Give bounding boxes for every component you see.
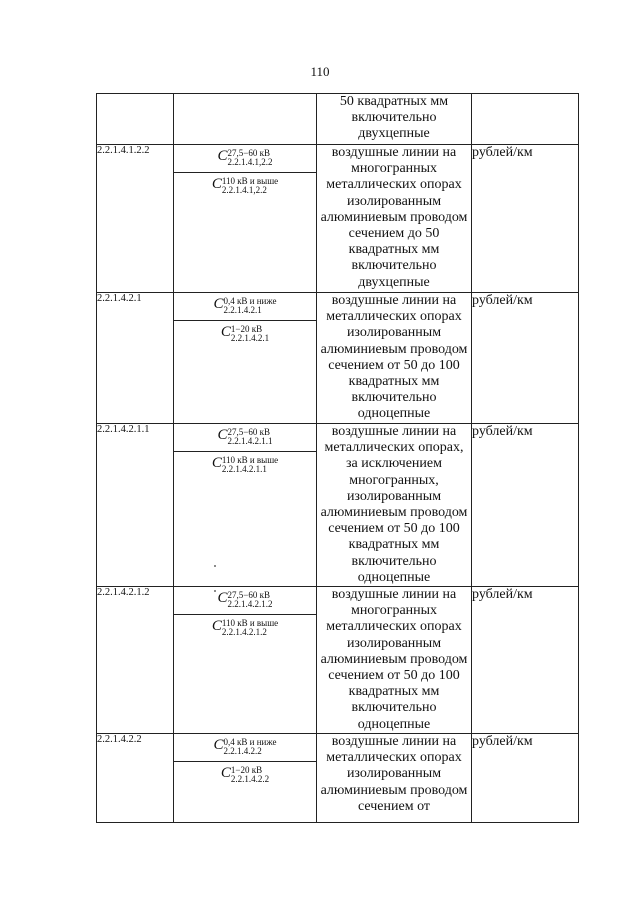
formula-subscript: 2.2.1.4.1,2.2 (221, 185, 267, 195)
formula-superscript: 110 кВ и выше (221, 455, 279, 465)
formula-symbol: C (220, 324, 231, 340)
formula-superscript: 0,4 кВ и ниже (223, 737, 277, 748)
formula-column (174, 293, 317, 424)
rates-table (96, 93, 579, 823)
page-number: 110 (310, 64, 330, 79)
formula-column (174, 94, 317, 145)
row-description: воздушные линии на многогранных металлических опорах изолированным алюминиевым проводом сечением до 50 квадратных мм включительно двухцепные (317, 145, 472, 293)
formula-indices (222, 619, 278, 637)
formula-symbol: C (211, 455, 222, 471)
formula (174, 587, 316, 614)
formula-symbol: C (217, 590, 228, 607)
formula-column (174, 424, 317, 587)
formula-cell (174, 424, 316, 452)
formula-cell (174, 615, 316, 642)
formula-column (174, 734, 317, 823)
row-unit: рублей/км (472, 734, 579, 823)
table-row (97, 94, 579, 145)
formula (174, 734, 316, 761)
formula-superscript: 0,4 кВ и ниже (223, 296, 277, 306)
formula (174, 615, 316, 642)
formula-indices (228, 591, 273, 609)
table-row (97, 293, 579, 424)
row-description: воздушные линии на многогранных металлических опорах изолированным алюминиевым проводом сечением от 50 до 100 квадратных мм включительно одноцепные (317, 587, 472, 734)
row-unit: рублей/км (472, 145, 579, 293)
row-description: воздушные линии на металлических опорах изолированным алюминиевым проводом сечением от 50 до 100 квадратных мм включительно одноцепные (317, 293, 472, 424)
formula-cell (174, 321, 316, 348)
formula-cell (174, 734, 316, 762)
formula-subscript: 2.2.1.4.2.1 (223, 305, 262, 315)
formula-indices (231, 766, 269, 784)
row-unit (472, 94, 579, 145)
row-code: 2.2.1.4.2.1 (97, 293, 174, 424)
formula-indices (228, 149, 273, 167)
formula-indices (222, 177, 278, 195)
formula (174, 762, 316, 789)
formula-indices (228, 428, 273, 446)
formula-symbol: C (211, 176, 222, 192)
row-unit: рублей/км (472, 587, 579, 734)
formula-indices (224, 738, 277, 756)
row-description: воздушные линии на металлических опорах, за исключением многогранных, изолированным алюминиевым проводом сечением от 50 до 100 квадратных мм включительно одноцепные (317, 424, 472, 587)
scan-speck (214, 565, 216, 567)
formula-symbol: C (220, 765, 231, 782)
row-code: 2.2.1.4.2.2 (97, 734, 174, 823)
formula (174, 452, 316, 479)
formula (174, 173, 316, 200)
formula-superscript: 1−20 кВ (230, 765, 263, 776)
formula-symbol: C (213, 296, 224, 312)
formula-cell (174, 762, 316, 789)
row-unit: рублей/км (472, 424, 579, 587)
formula-subscript: 2.2.1.4.2.2 (230, 774, 270, 785)
formula (174, 424, 316, 451)
row-description: воздушные линии на металлических опорах изолированным алюминиевым проводом сечением от (317, 734, 472, 823)
formula-cell (174, 587, 316, 615)
row-description: 50 квадратных мм включительно двухцепные (317, 94, 472, 145)
formula-superscript: 27,5−60 кВ (227, 148, 270, 158)
formula-superscript: 110 кВ и выше (221, 176, 279, 186)
row-unit: рублей/км (472, 293, 579, 424)
table-row (97, 734, 579, 823)
formula (174, 145, 316, 172)
formula-subscript: 2.2.1.4.2.1.2 (227, 599, 273, 610)
formula-subscript: 2.2.1.4.2.1 (230, 333, 270, 343)
formula-symbol: C (217, 427, 228, 443)
formula-subscript: 2.2.1.4.2.1.1 (227, 436, 273, 446)
row-code (97, 94, 174, 145)
row-code: 2.2.1.4.2.1.2 (97, 587, 174, 734)
formula-superscript: 1−20 кВ (230, 324, 263, 334)
table-row (97, 145, 579, 293)
formula-subscript: 2.2.1.4.2.2 (223, 746, 262, 757)
formula (174, 293, 316, 320)
formula-cell (174, 293, 316, 321)
formula-superscript: 27,5−60 кВ (227, 427, 270, 437)
table-row (97, 424, 579, 587)
row-code: 2.2.1.4.1.2.2 (97, 145, 174, 293)
formula-cell (174, 145, 316, 173)
formula-superscript: 27,5−60 кВ (227, 590, 270, 601)
formula-indices (222, 456, 278, 474)
formula-indices (224, 297, 277, 315)
formula-superscript: 110 кВ и выше (221, 618, 279, 629)
formula-column (174, 587, 317, 734)
formula-cell (174, 173, 316, 200)
formula-symbol: C (211, 618, 222, 635)
formula-subscript: 2.2.1.4.1,2.2 (227, 157, 273, 167)
row-code: 2.2.1.4.2.1.1 (97, 424, 174, 587)
formula-subscript: 2.2.1.4.2.1.1 (221, 464, 267, 474)
formula-subscript: 2.2.1.4.2.1.2 (221, 627, 267, 638)
formula-indices (231, 325, 269, 343)
table-row (97, 587, 579, 734)
formula-symbol: C (213, 737, 224, 754)
formula-cell (174, 452, 316, 479)
formula-symbol: C (217, 148, 228, 164)
formula (174, 321, 316, 348)
formula-column (174, 145, 317, 293)
scan-speck (214, 590, 216, 592)
